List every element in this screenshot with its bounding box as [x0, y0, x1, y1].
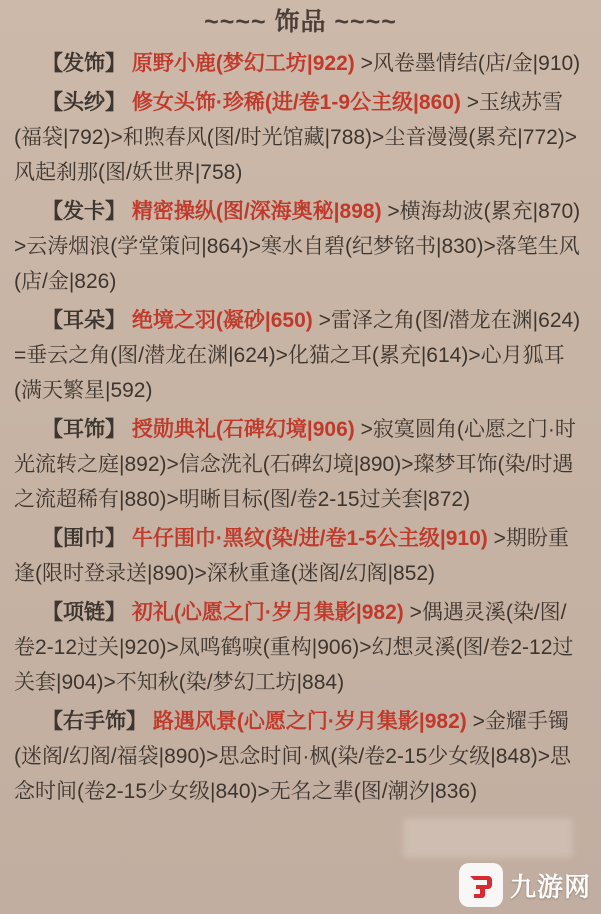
- list-item: [14, 521, 587, 591]
- entry-category: 【头纱】: [42, 91, 126, 114]
- blurred-overlay: [403, 818, 573, 858]
- entry-highlight: 绝境之羽(凝砂|650): [131, 309, 313, 332]
- entry-rest: >偶遇灵溪(染/图/卷2-12过关|920)>凤鸣鹤唳(重构|906)>幻想灵溪(图/卷2-12过关套|904)>不知秋(染/梦幻工坊|884): [14, 601, 574, 694]
- list-item: [14, 303, 587, 408]
- list-item: [14, 46, 587, 81]
- entry-category: 【发饰】: [42, 52, 126, 75]
- page-title: ~~~~ 饰品 ~~~~: [204, 8, 397, 36]
- list-item: [14, 194, 587, 299]
- entry-category: 【围巾】: [42, 527, 126, 550]
- list-item: [14, 412, 587, 517]
- entry-category: 【耳朵】: [42, 309, 126, 332]
- entry-rest: >风卷墨情结(店/金|910): [360, 52, 581, 75]
- entry-category: 【项链】: [42, 601, 126, 624]
- entry-category: 【耳饰】: [42, 418, 126, 441]
- watermark-text: 九游网: [509, 871, 591, 902]
- entry-rest: >玉绒苏雪(福袋|792)>和煦春风(图/时光馆藏|788)>尘音漫漫(累充|772)>风起刹那(图/妖世界|758): [14, 91, 578, 184]
- entry-highlight: 路遇风景(心愿之门·岁月集影|982): [152, 710, 467, 733]
- entry-highlight: 牛仔围巾·黑纹(染/进/卷1-5公主级|910): [131, 527, 488, 550]
- watermark: [458, 862, 591, 908]
- entry-highlight: 原野小鹿(梦幻工坊|922): [131, 52, 355, 75]
- entry-highlight: 授勋典礼(石碑幻境|906): [131, 418, 355, 441]
- nine-game-logo-icon: [458, 862, 504, 908]
- entry-highlight: 精密操纵(图/深海奥秘|898): [131, 200, 382, 223]
- entry-category: 【发卡】: [42, 200, 126, 223]
- entry-highlight: 修女头饰·珍稀(进/卷1-9公主级|860): [131, 91, 461, 114]
- entry-category: 【右手饰】: [42, 710, 147, 733]
- entry-highlight: 初礼(心愿之门·岁月集影|982): [131, 601, 404, 624]
- entry-rest: >横海劫波(累充|870)>云涛烟浪(学堂策问|864)>寒水自碧(纪梦铭书|830)>落笔生风(店/金|826): [14, 200, 581, 293]
- entry-rest: >期盼重逢(限时登录送|890)>深秋重逢(迷阁/幻阁|852): [14, 527, 569, 585]
- list-item: [14, 704, 587, 809]
- list-item: [14, 595, 587, 700]
- entry-rest: >寂寞圆角(心愿之门·时光流转之庭|892)>信念洗礼(石碑幻境|890)>璨梦耳饰(染/时遇之流超稀有|880)>明晰目标(图/卷2-15过关套|872): [14, 418, 576, 511]
- list-item: [14, 85, 587, 190]
- entry-rest: >金耀手镯(迷阁/幻阁/福袋|890)>思念时间·枫(染/卷2-15少女级|848)>思念时间(卷2-15少女级|840)>无名之辈(图/潮汐|836): [14, 710, 572, 803]
- entry-rest: >雷泽之角(图/潜龙在渊|624)=垂云之角(图/潜龙在渊|624)>化猫之耳(累充|614)>心月狐耳(满天繁星|592): [14, 309, 581, 402]
